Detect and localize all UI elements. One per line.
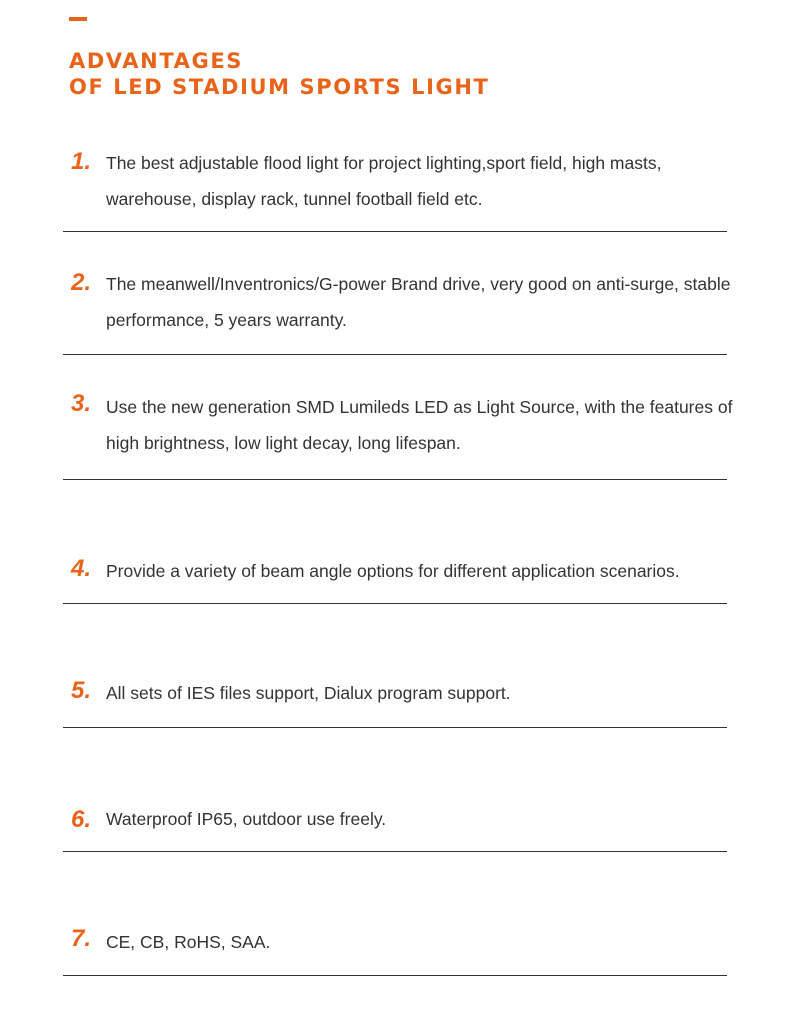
item-number: 3.: [71, 390, 92, 417]
title-line-1: ADVANTAGES: [69, 49, 243, 73]
divider: [63, 354, 727, 355]
divider: [63, 479, 727, 480]
item-text: The best adjustable flood light for project lighting,sport field, high masts, warehouse, display rack, tunnel football field etc.: [106, 153, 662, 209]
item-text: CE, CB, RoHS, SAA.: [106, 932, 271, 952]
item-text: Waterproof IP65, outdoor use freely.: [106, 809, 387, 829]
item-text: The meanwell/Inventronics/G-power Brand drive, very good on anti-surge, stable performance, 5 years warranty.: [106, 274, 731, 330]
divider: [63, 603, 727, 604]
accent-dash: [69, 17, 87, 21]
item-number: 7.: [71, 925, 92, 952]
item-number: 2.: [71, 269, 92, 296]
divider: [63, 975, 727, 976]
item-number: 4.: [71, 555, 92, 582]
page-title: [69, 48, 489, 100]
divider: [63, 851, 727, 852]
item-number: 6.: [71, 806, 92, 833]
item-text: All sets of IES files support, Dialux program support.: [106, 683, 511, 703]
title-line-2: OF LED STADIUM SPORTS LIGHT: [69, 75, 490, 99]
item-text: Use the new generation SMD Lumileds LED as Light Source, with the features of high brightness, low light decay, long lifespan.: [106, 397, 733, 453]
divider: [63, 231, 727, 232]
item-text: Provide a variety of beam angle options for different application scenarios.: [106, 561, 680, 581]
divider: [63, 727, 727, 728]
item-number: 5.: [71, 677, 92, 704]
item-number: 1.: [71, 148, 92, 175]
